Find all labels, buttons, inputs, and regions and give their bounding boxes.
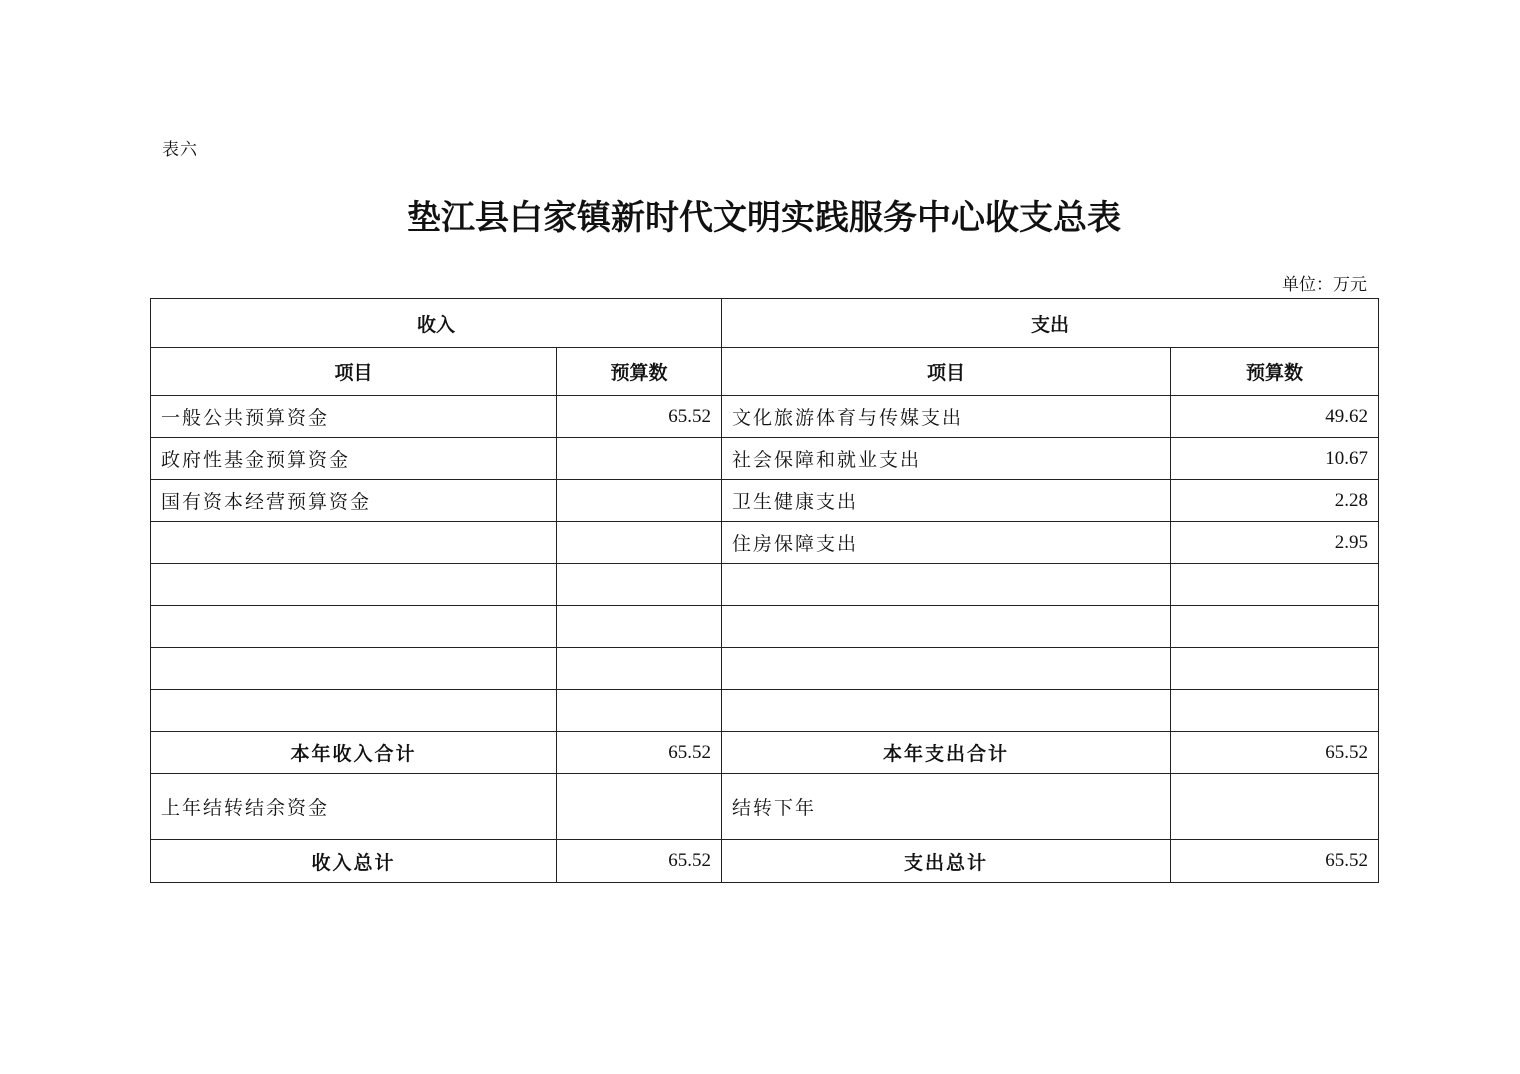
expense-value: 10.67 [1171, 438, 1379, 480]
document-title: 垫江县白家镇新时代文明实践服务中心收支总表 [407, 198, 1121, 238]
year-income-total-value: 65.52 [557, 732, 722, 774]
income-item: 政府性基金预算资金 [151, 438, 557, 480]
income-value [557, 606, 722, 648]
expense-item [722, 690, 1171, 732]
income-value [557, 438, 722, 480]
expense-value [1171, 564, 1379, 606]
year-income-total-label: 本年收入合计 [151, 732, 557, 774]
income-budget-header: 预算数 [557, 348, 722, 396]
table-row [151, 690, 1379, 732]
carry-over-row [151, 774, 1379, 840]
income-item [151, 564, 557, 606]
unit-label: 单位：万元 [1282, 275, 1367, 295]
budget-summary-table [150, 298, 1379, 883]
year-total-row [151, 732, 1379, 774]
section-header-row [151, 299, 1379, 348]
income-value: 65.52 [557, 396, 722, 438]
income-value [557, 648, 722, 690]
income-section-header: 收入 [151, 299, 722, 348]
expense-value [1171, 606, 1379, 648]
expense-item: 卫生健康支出 [722, 480, 1171, 522]
income-item-header: 项目 [151, 348, 557, 396]
expense-item: 社会保障和就业支出 [722, 438, 1171, 480]
expense-value: 2.95 [1171, 522, 1379, 564]
expense-section-header: 支出 [722, 299, 1379, 348]
carry-expense-label: 结转下年 [722, 774, 1171, 840]
grand-expense-total-value: 65.52 [1171, 840, 1379, 883]
income-item: 一般公共预算资金 [151, 396, 557, 438]
table-row [151, 564, 1379, 606]
table-row [151, 522, 1379, 564]
year-expense-total-value: 65.52 [1171, 732, 1379, 774]
expense-item [722, 648, 1171, 690]
carry-expense-value [1171, 774, 1379, 840]
expense-value: 49.62 [1171, 396, 1379, 438]
income-item [151, 522, 557, 564]
expense-item [722, 606, 1171, 648]
table-row [151, 480, 1379, 522]
income-value [557, 690, 722, 732]
table-row [151, 396, 1379, 438]
income-value [557, 480, 722, 522]
table-row [151, 648, 1379, 690]
column-header-row [151, 348, 1379, 396]
grand-income-total-value: 65.52 [557, 840, 722, 883]
carry-income-label: 上年结转结余资金 [151, 774, 557, 840]
table-row [151, 438, 1379, 480]
grand-expense-total-label: 支出总计 [722, 840, 1171, 883]
income-item [151, 606, 557, 648]
year-expense-total-label: 本年支出合计 [722, 732, 1171, 774]
carry-income-value [557, 774, 722, 840]
grand-income-total-label: 收入总计 [151, 840, 557, 883]
income-item [151, 648, 557, 690]
expense-value: 2.28 [1171, 480, 1379, 522]
table-number: 表六 [162, 140, 198, 160]
expense-item [722, 564, 1171, 606]
income-item: 国有资本经营预算资金 [151, 480, 557, 522]
expense-item: 文化旅游体育与传媒支出 [722, 396, 1171, 438]
expense-item: 住房保障支出 [722, 522, 1171, 564]
grand-total-row [151, 840, 1379, 883]
expense-item-header: 项目 [722, 348, 1171, 396]
expense-value [1171, 690, 1379, 732]
income-value [557, 564, 722, 606]
expense-value [1171, 648, 1379, 690]
expense-budget-header: 预算数 [1171, 348, 1379, 396]
table-row [151, 606, 1379, 648]
income-value [557, 522, 722, 564]
income-item [151, 690, 557, 732]
